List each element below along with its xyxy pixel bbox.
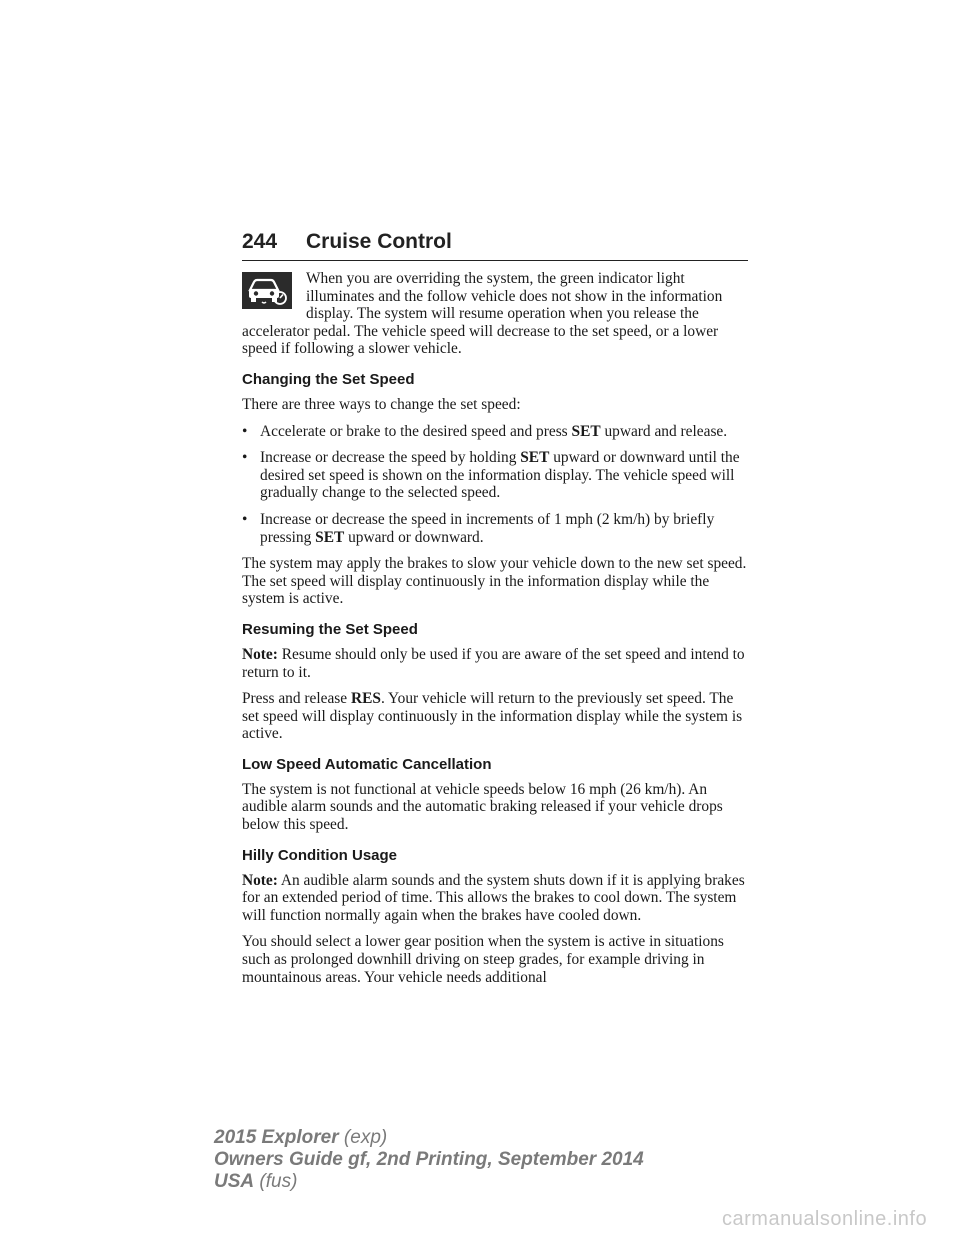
list-item-text: upward or downward until the desired set speed is shown on the information display. The vehicle speed will gradually change to the selected speed. bbox=[260, 449, 740, 502]
bullet: • bbox=[242, 422, 248, 440]
control-name-set: SET bbox=[520, 449, 550, 467]
footer-market-code: (fus) bbox=[254, 1171, 298, 1192]
bullet: • bbox=[242, 510, 248, 528]
document-footer bbox=[214, 1127, 644, 1193]
list-item-text: Accelerate or brake to the desired speed and press bbox=[260, 422, 572, 440]
footer-market: USA bbox=[214, 1171, 255, 1192]
footer-model-code: (exp) bbox=[338, 1127, 388, 1148]
list-item bbox=[242, 449, 748, 502]
page-number: 244 bbox=[242, 230, 278, 253]
footer-model: 2015 Explorer bbox=[214, 1127, 339, 1148]
control-name-set: SET bbox=[571, 422, 601, 440]
watermark: carmanualsonline.info bbox=[722, 1208, 928, 1230]
changing-paragraph: The system may apply the brakes to slow your vehicle down to the new set speed. The set speed will display continuously in the information display while the system is active. bbox=[242, 555, 747, 608]
note-text: Resume should only be used if you are aware of the set speed and intend to return to it. bbox=[242, 645, 745, 681]
bullet: • bbox=[242, 449, 248, 467]
list-item-text: upward or downward. bbox=[344, 528, 484, 546]
low-speed-paragraph: The system is not functional at vehicle speeds below 16 mph (26 km/h). An audible alarm sounds and the automatic braking released if your vehicle drops below this speed. bbox=[242, 780, 723, 834]
intro-paragraph bbox=[242, 270, 748, 358]
note-label: Note: bbox=[242, 871, 278, 889]
page-header bbox=[242, 230, 748, 261]
page-content bbox=[242, 270, 748, 995]
control-name-res: RES bbox=[350, 690, 381, 708]
paragraph-text: Press and release bbox=[242, 690, 351, 708]
resuming-note bbox=[242, 646, 748, 681]
paragraph-text: . Your vehicle will return to the previously set speed. The set speed will display continuously in the information display while the system is active. bbox=[242, 690, 743, 743]
heading-hilly-condition: Hilly Condition Usage bbox=[242, 846, 398, 864]
list-item-text: upward and release. bbox=[600, 422, 728, 440]
list-item bbox=[242, 511, 748, 546]
control-name-set: SET bbox=[315, 528, 345, 546]
resuming-paragraph bbox=[242, 690, 748, 743]
list-item-text: Increase or decrease the speed by holding bbox=[260, 449, 521, 467]
changing-intro: There are three ways to change the set speed: bbox=[242, 395, 521, 413]
hilly-note bbox=[242, 872, 748, 925]
note-text: An audible alarm sounds and the system shuts down if it is applying brakes for an extended period of time. This allows the brakes to cool down. The system will function normally again when the brakes have cooled down. bbox=[242, 871, 745, 924]
hilly-paragraph: You should select a lower gear position when the system is active in situations such as prolonged downhill driving on steep grades, for example driving in mountainous areas. Your vehicle needs additional bbox=[242, 933, 724, 986]
footer-guide-info: Owners Guide gf, 2nd Printing, September 2014 bbox=[214, 1149, 644, 1170]
intro-text: When you are overriding the system, the green indicator light illuminates and the follow vehicle does not show in the information display. The system will resume operation when you release the accelerator pedal. The vehicle speed will decrease to the set speed, or a lower speed if following a slower vehicle. bbox=[242, 270, 723, 358]
list-item-text: Increase or decrease the speed in increments of 1 mph (2 km/h) by briefly pressing bbox=[260, 510, 715, 546]
heading-low-speed-cancellation: Low Speed Automatic Cancellation bbox=[242, 755, 492, 773]
heading-resuming-set-speed: Resuming the Set Speed bbox=[242, 620, 418, 638]
list-item bbox=[242, 423, 748, 441]
heading-changing-set-speed: Changing the Set Speed bbox=[242, 370, 415, 388]
changing-list bbox=[242, 423, 748, 547]
follow-vehicle-indicator-icon bbox=[242, 272, 292, 309]
page-title: Cruise Control bbox=[306, 230, 452, 253]
note-label: Note: bbox=[242, 645, 278, 663]
